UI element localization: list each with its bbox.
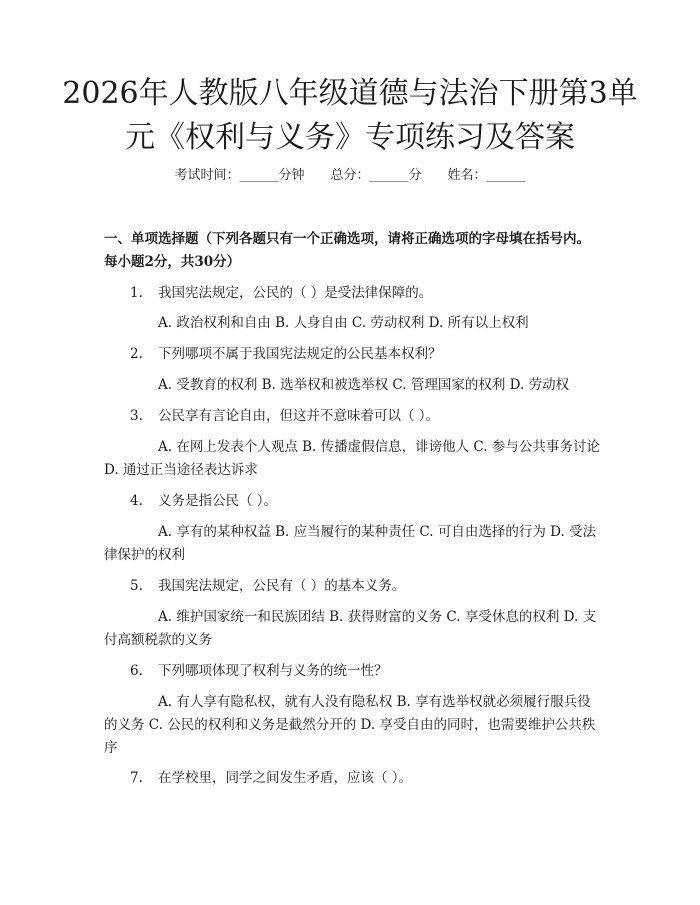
question-options: A. 有人享有隐私权，就有人没有隐私权 B. 享有选举权就必须履行服兵役的义务 C. 公民的权利和义务是截然分开的 D. 享受自由的同时，也需要维护公共秩序 — [104, 694, 596, 756]
question-text: 下列哪项不属于我国宪法规定的公民基本权利？ — [158, 346, 442, 362]
question-item — [104, 575, 600, 598]
document-title: 2026年人教版八年级道德与法治下册第3单元《权利与义务》专项练习及答案 — [62, 76, 638, 155]
exam-time-field: 考试时间：______分钟 — [174, 168, 305, 183]
question-item — [104, 767, 600, 790]
question-number: 2. — [130, 346, 143, 362]
total-score-field: 总分：______分 — [330, 168, 422, 183]
question-text: 我国宪法规定，公民有（ ）的基本义务。 — [158, 578, 406, 594]
question-item — [104, 490, 600, 513]
student-name-field: 姓名：______ — [447, 168, 526, 183]
question-options: A. 政治权利和自由 B. 人身自由 C. 劳动权利 D. 所有以上权利 — [158, 315, 529, 331]
question-number: 6. — [130, 663, 143, 679]
question-options: A. 在网上发表个人观点 B. 传播虚假信息，诽谤他人 C. 参与公共事务讨论 D. 通过正当途径表达诉求 — [104, 439, 600, 478]
question-text: 下列哪项体现了权利与义务的统一性？ — [158, 663, 388, 679]
question-item — [104, 282, 600, 305]
exam-info-line — [0, 166, 700, 186]
question-number: 3. — [130, 408, 143, 424]
question-item — [104, 405, 600, 428]
question-text: 我国宪法规定，公民的（ ）是受法律保障的。 — [158, 285, 433, 301]
question-options: A. 受教育的权利 B. 选举权和被选举权 C. 管理国家的权利 D. 劳动权 — [158, 377, 570, 393]
question-number: 5. — [130, 578, 143, 594]
question-item — [104, 343, 600, 366]
question-options: A. 维护国家统一和民族团结 B. 获得财富的义务 C. 享受休息的权利 D. 支付高额税款的义务 — [104, 609, 597, 648]
question-options: A. 享有的某种权益 B. 应当履行的某种责任 C. 可自由选择的行为 D. 受法律保护的权利 — [104, 524, 597, 563]
section-heading: 一、单项选择题（下列各题只有一个正确选项，请将正确选项的字母填在括号内。每小题2分，共30分） — [104, 231, 590, 270]
question-text: 在学校里，同学之间发生矛盾，应该（ ）。 — [158, 770, 413, 786]
question-number: 1. — [130, 285, 143, 301]
question-number: 4. — [130, 493, 143, 509]
question-number: 7. — [130, 770, 143, 786]
question-text: 义务是指公民（ ）。 — [158, 493, 278, 509]
question-item — [104, 660, 600, 683]
question-text: 公民享有言论自由，但这并不意味着可以（ ）。 — [158, 408, 440, 424]
